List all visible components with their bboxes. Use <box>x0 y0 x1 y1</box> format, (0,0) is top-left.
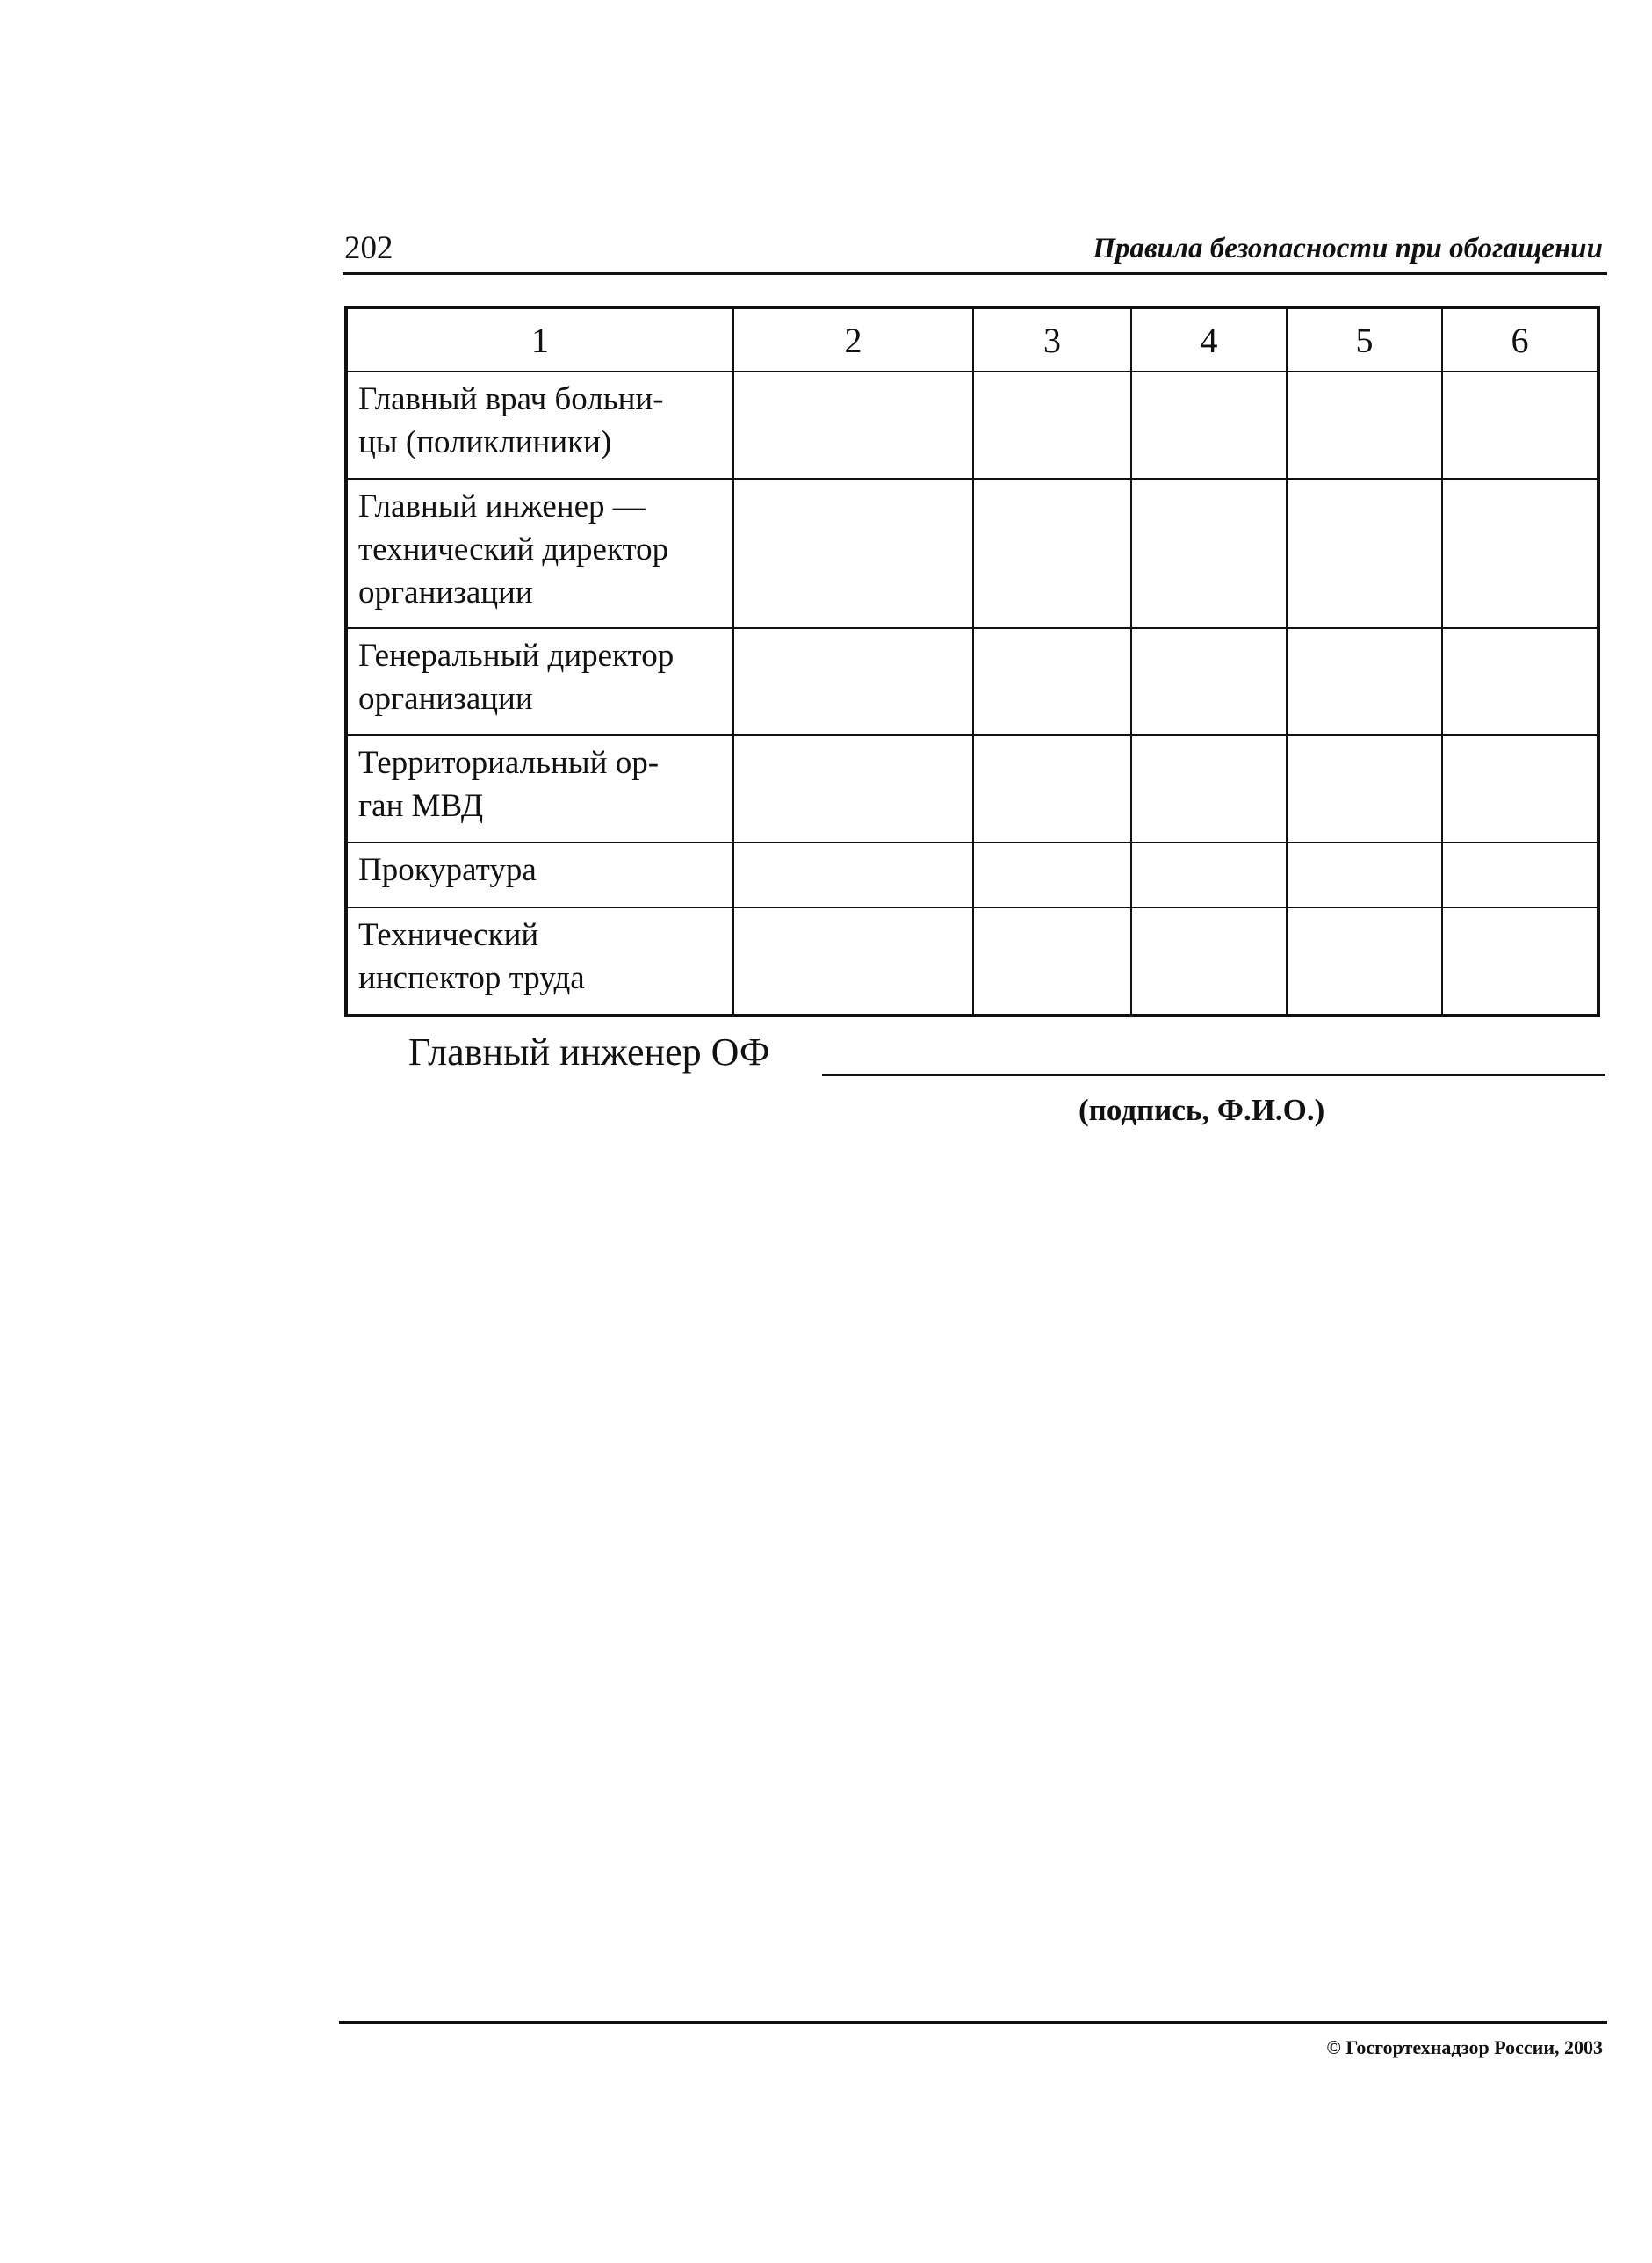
organization-line: Территориальный ор- <box>358 745 660 781</box>
organization-line: технический директор <box>358 531 669 568</box>
table-cell[interactable] <box>1131 735 1287 842</box>
table-cell[interactable] <box>733 735 973 842</box>
table-cell[interactable] <box>1131 479 1287 628</box>
table-cell[interactable] <box>1287 372 1442 479</box>
table-cell[interactable] <box>1131 842 1287 907</box>
signature-label: Главный инженер ОФ <box>408 1030 770 1074</box>
column-header: 5 <box>1287 307 1442 372</box>
running-title: Правила безопасности при обогащении <box>1093 233 1603 264</box>
column-header: 1 <box>346 307 733 372</box>
organization-line: инспектор труда <box>358 960 585 996</box>
table-cell[interactable] <box>1287 735 1442 842</box>
table-cell[interactable] <box>1287 628 1442 735</box>
table-cell[interactable] <box>733 479 973 628</box>
table-cell[interactable] <box>733 907 973 1016</box>
table-cell[interactable] <box>733 372 973 479</box>
table-cell[interactable] <box>1131 628 1287 735</box>
organization-cell <box>346 842 733 907</box>
organization-line: Главный врач больни- <box>358 381 664 417</box>
column-header: 6 <box>1442 307 1598 372</box>
organization-line: цы (поликлиники) <box>358 424 612 460</box>
table-cell[interactable] <box>1442 907 1598 1016</box>
footer-rule <box>339 2021 1607 2024</box>
table-cell[interactable] <box>973 372 1131 479</box>
table-cell[interactable] <box>973 628 1131 735</box>
organization-line: Главный инженер — <box>358 488 646 524</box>
table-cell[interactable] <box>1442 842 1598 907</box>
table-cell[interactable] <box>733 842 973 907</box>
table-row <box>346 628 1598 735</box>
signature-caption: (подпись, Ф.И.О.) <box>1078 1093 1325 1127</box>
table-header-row <box>346 307 1598 372</box>
table-cell[interactable] <box>973 907 1131 1016</box>
table-cell[interactable] <box>1287 479 1442 628</box>
organization-cell <box>346 735 733 842</box>
table-cell[interactable] <box>1442 628 1598 735</box>
organization-cell <box>346 479 733 628</box>
distribution-table <box>344 306 1600 1017</box>
organization-cell <box>346 372 733 479</box>
organization-line: ган МВД <box>358 788 484 824</box>
table-cell[interactable] <box>973 842 1131 907</box>
table-row <box>346 735 1598 842</box>
table-cell[interactable] <box>1442 735 1598 842</box>
organization-line: Технический <box>358 917 539 953</box>
organization-line: организации <box>358 681 533 717</box>
table-cell[interactable] <box>1287 842 1442 907</box>
organization-cell <box>346 907 733 1016</box>
table-row <box>346 907 1598 1016</box>
table-cell[interactable] <box>973 479 1131 628</box>
table-row <box>346 372 1598 479</box>
column-header: 3 <box>973 307 1131 372</box>
column-header: 4 <box>1131 307 1287 372</box>
header-rule <box>343 272 1607 275</box>
table-row <box>346 842 1598 907</box>
footer-copyright: © Госгортехнадзор России, 2003 <box>1326 2036 1603 2058</box>
table-cell[interactable] <box>973 735 1131 842</box>
organization-cell <box>346 628 733 735</box>
organization-line: Генеральный директор <box>358 638 675 674</box>
table-cell[interactable] <box>1131 372 1287 479</box>
table-cell[interactable] <box>1442 372 1598 479</box>
table-cell[interactable] <box>1131 907 1287 1016</box>
page-number: 202 <box>344 230 393 266</box>
table-row <box>346 479 1598 628</box>
organization-line: организации <box>358 575 533 611</box>
table-cell[interactable] <box>733 628 973 735</box>
table-cell[interactable] <box>1287 907 1442 1016</box>
table-cell[interactable] <box>1442 479 1598 628</box>
signature-line[interactable] <box>822 1074 1605 1076</box>
organization-line: Прокуратура <box>358 852 537 888</box>
column-header: 2 <box>733 307 973 372</box>
